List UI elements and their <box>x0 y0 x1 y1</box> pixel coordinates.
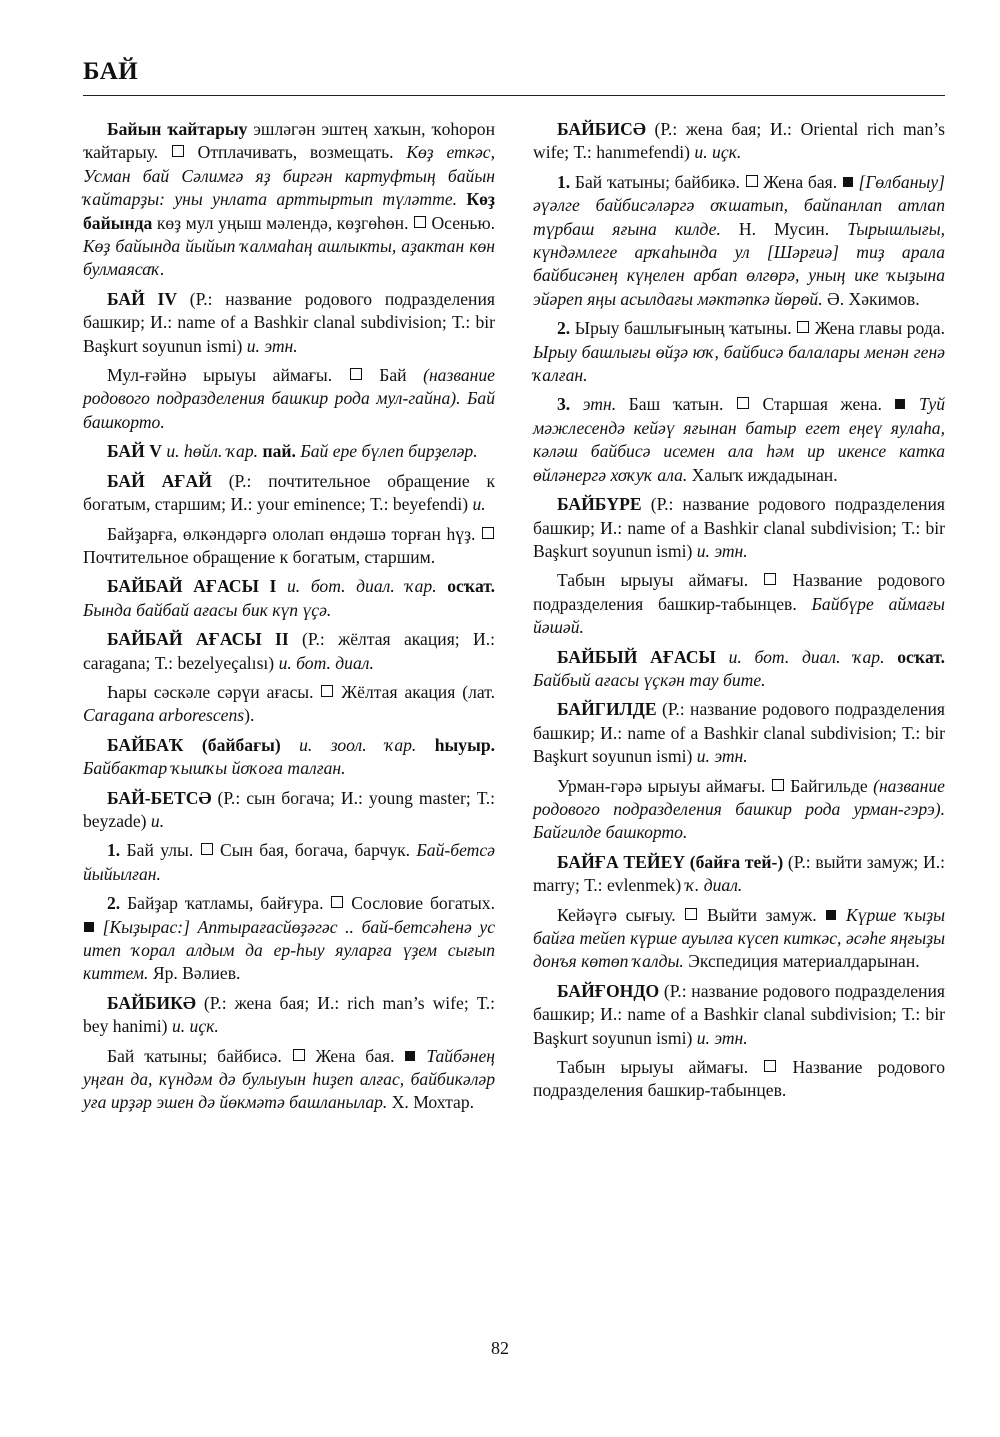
example-marker-icon <box>84 922 94 932</box>
dictionary-paragraph <box>533 1056 945 1103</box>
definition-text: Жена бая. <box>758 171 842 192</box>
dictionary-paragraph <box>83 892 495 986</box>
definition-text: Жена бая. <box>305 1045 405 1066</box>
definition-text: Экспедиция материалдарынан. <box>683 951 920 972</box>
example-text: (название родового подразделения башкир рода мул-гайна). Бай башкорто. <box>83 365 495 432</box>
example-text: Бай ере бүлеп бирҙеләр. <box>300 441 478 462</box>
example-text: [Гөлбаныу] әүәлге байбисәләргә оҡшатып, байпанлап атлап түрбаш яғына килде. <box>533 171 945 239</box>
headword: пай. <box>258 441 296 462</box>
dictionary-paragraph <box>533 317 945 387</box>
running-head: БАЙ <box>83 58 139 85</box>
grammar-label: ҡ. диал. <box>685 875 743 896</box>
grammar-label: и. этн. <box>696 1027 748 1048</box>
definition-text: Бай улы. <box>120 840 200 861</box>
translation-marker-icon <box>764 573 776 585</box>
definition-text: (Р.: почтительное обращение к богатым, старшим; И.: your eminence; Т.: beyefendi) <box>83 470 495 515</box>
example-text: (название родового подразделения башкир рода урман-гэрэ). Байгилде башкорто. <box>533 775 945 843</box>
definition-text: Мул-ғәйнә ырыуы аймағы. <box>107 365 349 386</box>
dictionary-paragraph <box>83 523 495 570</box>
definition-text: Жёлтая акация (лат. <box>334 681 495 702</box>
example-marker-icon <box>826 910 836 920</box>
headword: БАЙҒОНДО <box>557 980 660 1001</box>
headword: БАЙҒА ТЕЙЕҮ (байға тей-) <box>557 851 784 872</box>
headword: Байын ҡайтарыу <box>107 119 248 139</box>
dictionary-paragraph <box>83 681 495 728</box>
definition-text: Ырыу башлығының ҡатыны. <box>570 318 797 339</box>
dictionary-paragraph <box>533 118 945 165</box>
definition-text: (Р.: название родового подразделения башкир; И.: name of a Bashkir clanal subdivision; Т.: bir Başkurt soyunun ismi) <box>533 494 945 561</box>
definition-text: Жена главы рода. <box>810 318 945 339</box>
example-marker-icon <box>405 1051 415 1061</box>
definition-text: Бай ҡатыны; байбисә. <box>107 1045 292 1066</box>
headword: БАЙБАЙ АҒАСЫ I <box>107 576 277 597</box>
grammar-label: этн. <box>582 394 617 415</box>
example-text: Тайбәнең уңған да, күндәм дә булыуын һиҙеп алғас, байбикәләр уға ирҙәр эшен дә йөкмәтә башланылар. <box>83 1045 495 1113</box>
headword: БАЙБИКӘ <box>107 992 196 1013</box>
translation-marker-icon <box>685 908 697 920</box>
definition-text <box>276 576 287 596</box>
definition-text: (Р.: сын богача; И.: young master; Т.: beyzade) <box>83 787 495 831</box>
header-rule <box>83 95 945 96</box>
dictionary-paragraph <box>533 569 945 639</box>
example-text: Байбүре аймағы йәшәй. <box>533 593 945 638</box>
translation-marker-icon <box>737 397 749 409</box>
grammar-label: и. <box>472 494 486 515</box>
grammar-label: и. этн. <box>696 746 748 767</box>
definition-text: Н. Мусин. <box>720 218 848 239</box>
headword: БАЙБАЙ АҒАСЫ II <box>107 629 289 650</box>
dictionary-paragraph <box>533 393 945 487</box>
definition-text: (Р.: название родового подразделения башкир; И.: name of a Bashkir clanal subdivision; Т.: bir Başkurt soyunun ismi) <box>83 288 495 356</box>
headword: һыуыр. <box>416 734 495 755</box>
example-text: Бай-бетсә йыйылған. <box>83 840 495 884</box>
dictionary-paragraph <box>83 470 495 517</box>
headword: 3. <box>557 394 571 415</box>
definition-text: Байҙарға, өлкәндәргә ололап өндәшә торған һүҙ. <box>107 523 481 544</box>
dictionary-paragraph <box>533 698 945 768</box>
translation-marker-icon <box>172 145 184 157</box>
grammar-label: и. иҫк. <box>171 1016 219 1037</box>
dictionary-paragraph <box>83 734 495 781</box>
definition-text: Выйти замуж. <box>698 904 826 925</box>
definition-text: (Р.: название родового подразделения башкир; И.: name of a Bashkir clanal subdivision; Т.: bir Başkurt soyunun ismi) <box>533 699 945 767</box>
grammar-label: и. этн. <box>246 335 298 356</box>
definition-text: (Р.: жена бая; И.: rich man’s wife; Т.: bey hanimi) <box>83 992 495 1037</box>
headword: БАЙБАҠ (байбағы) <box>107 734 281 755</box>
dictionary-paragraph <box>533 775 945 845</box>
definition-text: (Р.: жена бая; И.: Oriental rich man’s wife; Т.: hanımefendi) <box>533 119 945 163</box>
translation-marker-icon <box>746 175 758 187</box>
definition-text: ). <box>244 705 255 726</box>
dictionary-paragraph <box>83 839 495 886</box>
definition-text <box>95 917 103 937</box>
example-text: Көҙ байында йыйып ҡалмаһаң ашлыкты, аҙактан көн булмаясаҡ. <box>83 236 495 280</box>
headword: Көҙ байында <box>83 189 495 233</box>
translation-marker-icon <box>201 843 213 855</box>
definition-text <box>837 905 846 925</box>
definition-text: Кейәүгә сығыу. <box>557 904 685 925</box>
grammar-label: и. этн. <box>696 540 748 561</box>
definition-text: Отплачивать, возмещать. <box>184 142 407 163</box>
translation-marker-icon <box>331 896 343 908</box>
example-text: [Кыҙырас:] Аптырағасйөҙәгәс .. бай-бетсәһенә ус итеп ҡорал алдым да ер-һыу яуларға үҙем сығып киттем. <box>83 916 495 984</box>
grammar-label: и. <box>150 810 165 831</box>
dictionary-paragraph <box>83 1045 495 1115</box>
definition-text: Табын ырыуы аймағы. <box>557 570 764 591</box>
dictionary-paragraph <box>83 440 495 463</box>
example-text: Тырышлығы, күндәмлеге арҡаһында ул [Шәрғиә] тиҙ арала байбисәнең күңелен арбап өлгөрә, уның ике ҡыҙына эйәреп яңы асылдағы мәктәпкә йөрөй. <box>533 218 946 309</box>
dictionary-paragraph <box>533 980 945 1050</box>
dictionary-paragraph <box>83 787 495 834</box>
definition-text <box>716 647 729 667</box>
dictionary-paragraph <box>533 493 945 563</box>
definition-text: (Р.: выйти замуж; И.: marry; Т.: evlenmek) <box>533 851 946 896</box>
translation-marker-icon <box>350 368 362 380</box>
grammar-label: и. бот. диал. <box>278 652 374 673</box>
headword: БАЙБҮРЕ <box>557 494 642 515</box>
headword: БАЙ-БЕТСӘ <box>107 787 212 808</box>
headword: 2. <box>107 893 121 914</box>
definition-text: көҙ мул уңыш мәлендә, көҙгөһөн. <box>152 212 413 233</box>
example-text: Caragana arborescens <box>83 705 245 726</box>
headword: БАЙ IV <box>107 288 178 309</box>
definition-text <box>416 1046 426 1066</box>
translation-marker-icon <box>764 1060 776 1072</box>
definition-text: Яр. Вәлиев. <box>148 963 241 984</box>
example-text: Байбый ағасы үҫкән тау бите. <box>533 669 766 690</box>
dictionary-paragraph <box>83 628 495 675</box>
grammar-label: и. һөйл. ҡар. <box>166 441 259 462</box>
example-text: Бында байбай ағасы бик күп үҫә. <box>83 599 332 620</box>
dictionary-paragraph <box>83 118 495 282</box>
definition-text <box>570 394 583 414</box>
dictionary-paragraph <box>83 288 495 358</box>
definition-text: Баш ҡатын. <box>616 394 736 415</box>
example-text: Көҙ еткәс, Усман бай Сәлимгә яҙ биргән картуфтың байын ҡайтарҙы: уны унлата арттыртып түләтте. <box>83 142 495 210</box>
dictionary-paragraph <box>83 992 495 1039</box>
grammar-label: и. бот. диал. ҡар. <box>728 646 885 667</box>
left-column <box>83 118 495 1121</box>
example-text: Туй мәжлесендә кейәү яғынан батыр егет еңеү яулаһа, кәләш байбисә исемен ала һәм ир икенсе катка өйләнергә хоҡуҡ ала. <box>533 394 946 485</box>
dictionary-paragraph <box>533 851 945 898</box>
definition-text: Һары сәскәле сәрүи ағасы. <box>107 681 321 702</box>
example-text: Ырыу башлығы өйҙә юҡ, байбисә балалары менән генә ҡалған. <box>533 341 945 386</box>
headword: 1. <box>107 840 121 861</box>
grammar-label: и. зоол. ҡар. <box>299 734 417 755</box>
translation-marker-icon <box>293 1049 305 1061</box>
definition-text: Старшая жена. <box>750 394 895 415</box>
example-marker-icon <box>843 177 853 187</box>
dictionary-paragraph <box>533 646 945 693</box>
definition-text: Байҙар ҡатламы, байғура. <box>120 893 331 914</box>
definition-text: Бай <box>362 365 424 386</box>
definition-text <box>281 735 299 755</box>
definition-text: Почтительное обращение к богатым, старшим. <box>83 546 436 567</box>
headword: БАЙБИСӘ <box>557 119 646 139</box>
dictionary-paragraph <box>83 364 495 434</box>
headword: БАЙГИЛДЕ <box>557 699 657 720</box>
dictionary-paragraph <box>83 575 495 622</box>
definition-text: (Р.: название родового подразделения башкир; И.: name of a Bashkir clanal subdivision; Т.: bir Başkurt soyunun ismi) <box>533 980 945 1048</box>
definition-text: Байгильде <box>784 775 874 796</box>
example-marker-icon <box>895 399 905 409</box>
definition-text: Название родового подразделения башкир-табынцев. <box>533 1057 945 1101</box>
grammar-label: и. иҫк. <box>694 142 742 163</box>
definition-text: Ә. Хәкимов. <box>822 288 920 309</box>
example-text: Күрше ҡыҙы байға тейеп күрше ауылға күсеп киткәс, әсәһе яңғыҙы донъя көтөп ҡалды. <box>533 904 945 972</box>
right-column <box>533 118 945 1109</box>
headword: осҡат. <box>436 576 495 597</box>
headword: БАЙБЫЙ АҒАСЫ <box>557 646 716 667</box>
headword: 1. <box>557 171 571 192</box>
definition-text: Урман-гәрә ырыуы аймағы. <box>557 775 771 796</box>
grammar-label: и. бот. диал. ҡар. <box>287 576 437 597</box>
dictionary-paragraph <box>533 904 945 974</box>
translation-marker-icon <box>772 779 784 791</box>
definition-text <box>906 394 919 414</box>
definition-text: Х. Мохтар. <box>387 1092 475 1113</box>
headword: осҡат. <box>884 646 945 667</box>
headword: БАЙ АҒАЙ <box>107 470 212 491</box>
definition-text: (Р.: жёлтая акация; И.: caragana; Т.: bezelyeçalısı) <box>83 629 496 673</box>
page-number: 82 <box>491 1338 509 1358</box>
translation-marker-icon <box>321 685 333 697</box>
definition-text: Халыҡ иждадынан. <box>687 464 838 485</box>
translation-marker-icon <box>797 321 809 333</box>
translation-marker-icon <box>482 527 494 539</box>
dictionary-paragraph <box>533 171 945 311</box>
definition-text: Название родового подразделения башкир-табынцев. <box>533 570 945 614</box>
translation-marker-icon <box>414 216 426 228</box>
headword: БАЙ V <box>107 441 162 462</box>
headword: 2. <box>557 318 571 339</box>
definition-text: Сословие богатых. <box>344 893 495 914</box>
example-text: Байбактар ҡышҡы йоҡоға талған. <box>83 758 346 779</box>
definition-text: Бай ҡатыны; байбикә. <box>570 171 745 192</box>
definition-text: Табын ырыуы аймағы. <box>557 1057 764 1078</box>
definition-text: эшләгән эштең хаҡын, ҡоһорон ҡайтарыу. <box>83 119 495 163</box>
definition-text: Сын бая, богача, барчук. <box>213 840 417 861</box>
definition-text: Осенью. <box>426 212 495 233</box>
